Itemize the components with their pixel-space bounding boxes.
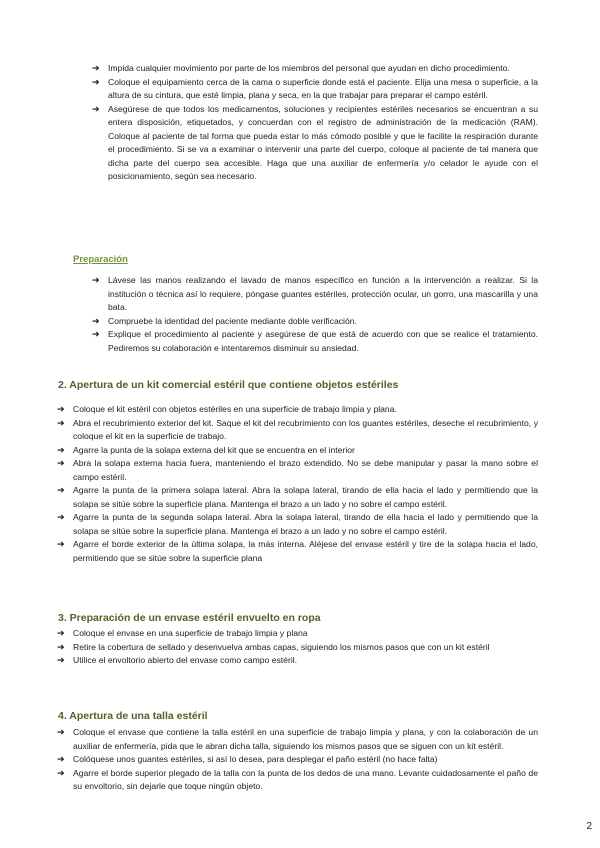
arrow-icon: ➔ [57,727,65,737]
list-item: ➔ Abra el recubrimiento exterior del kit. Saque el kit del recubrimiento con los guantes estériles, deseche el recubrimiento, y coloque el kit en la superficie de trabajo. [57,417,538,441]
list-item: ➔ Asegúrese de que todos los medicamentos, soluciones y recipientes estériles necesarios se encuentran a su entera disposición, etiquetados, y concuerdan con el registro de administración de la medicación (RAM). Coloque al paciente de tal forma que pueda estar lo más cómodo posible y que le facilite la respiración durante el procedimiento. Si se va a examinar o intervenir una parte del cuerpo, coloque al paciente de tal manera que dicha parte del cuerpo sea accesible. Haga que una auxiliar de enfermería y/o celador le ayude con el posicionamiento, según sea necesario. [92,103,538,181]
section-4-list [57,726,538,794]
arrow-icon: ➔ [57,404,65,414]
list-item: ➔ Coloque el envase que contiene la talla estéril en una superficie de trabajo limpia y plana, y con la colaboración de un auxiliar de enfermería, pida que le abran dicha talla, siguiendo los mismos pasos que se siguen con un kit estéril. [57,727,538,751]
arrow-icon: ➔ [57,754,65,764]
arrow-icon: ➔ [57,458,65,468]
arrow-icon: ➔ [57,767,65,778]
intro-list [92,62,538,184]
list-item: ➔ Coloque el equipamiento cerca de la cama o superficie donde está el paciente. Elija una mesa o superficie, a la altura de su cintura, que esté limpia, plana y seca, en la que trabajar para preparar el campo estéril. [92,76,538,100]
section-2-heading: 2. Apertura de un kit comercial estéril que contiene objetos estériles [58,379,399,391]
list-item: ➔ Explique el procedimiento al paciente y asegúrese de que está de acuerdo con que se realice el tratamiento. Pediremos su colaboración e intentaremos disminuir su ansiedad. [92,329,538,353]
list-item: ➔ Lávese las manos realizando el lavado de manos específico en función a la intervención a realizar. Si la institución o técnica así lo requiere, póngase guantes estériles, protección ocular, un gorro, una mascarilla y una bata. [92,275,538,312]
list-item: ➔ Agarre la punta de la primera solapa lateral. Abra la solapa lateral, tirando de ella hacia el lado y permitiendo que la solapa se sitúe sobre la superficie plana. Mantenga el brazo a un lado y no sobre el campo estéril. [57,485,538,509]
arrow-icon: ➔ [57,444,65,455]
list-item: ➔ Retire la cobertura de sellado y desenvuelva ambas capas, siguiendo los mismos pasos que con un kit estéril [73,641,538,655]
preparacion-heading: Preparación [73,254,128,265]
arrow-icon: ➔ [57,628,65,638]
list-item: ➔ Coloque el kit estéril con objetos estériles en una superficie de trabajo limpia y plana. [73,403,538,417]
section-3-list [57,627,538,668]
list-item: ➔ Agarre el borde superior plegado de la talla con la punta de los dedos de una mano. Levante cuidadosamente el paño de su envoltorio, sin dejarle que toque ningún objeto. [57,767,538,791]
list-item: ➔ Compruebe la identidad del paciente mediante doble verificación. [108,315,538,329]
arrow-icon: ➔ [92,76,100,87]
arrow-icon: ➔ [92,103,100,114]
arrow-icon: ➔ [92,63,100,73]
arrow-icon: ➔ [57,485,65,495]
list-item: ➔ Impida cualquier movimiento por parte de los miembros del personal que ayudan en dicho procedimiento. [108,62,538,76]
arrow-icon: ➔ [57,512,65,522]
section-2-list [57,403,538,565]
list-item: ➔ Agarre el borde exterior de la última solapa, la más interna. Aléjese del envase estéril y tire de la solapa hacia el lado, permitiendo que se sitúe sobre la superficie plana [57,539,538,563]
arrow-icon: ➔ [92,315,100,326]
arrow-icon: ➔ [92,329,100,339]
list-item: ➔ Utilice el envoltorio abierto del envase como campo estéril. [73,654,538,668]
list-item: ➔ Abra la solapa externa hacia fuera, manteniendo el brazo extendido. No se debe manipular y pasar la mano sobre el campo estéril. [57,458,538,482]
section-4-heading: 4. Apertura de una talla estéril [58,710,208,722]
arrow-icon: ➔ [92,275,100,285]
page-number: 2 [586,821,592,832]
arrow-icon: ➔ [57,641,65,652]
list-item: ➔ Coloque el envase en una superficie de trabajo limpia y plana [73,627,538,641]
arrow-icon: ➔ [57,539,65,549]
list-item: ➔ Agarre la punta de la segunda solapa lateral. Abra la solapa lateral, tirando de ella hacia el lado y permitiendo que la solapa se sitúe sobre la superficie plana. Mantenga el brazo a un lado y no sobre el campo estéril. [57,512,538,536]
arrow-icon: ➔ [57,655,65,665]
preparacion-list [92,274,538,355]
list-item: ➔ Agarre la punta de la solapa externa del kit que se encuentra en el interior [73,444,538,458]
section-3-heading: 3. Preparación de un envase estéril envuelto en ropa [58,612,321,624]
list-item: ➔ Colóquese unos guantes estériles, si así lo desea, para desplegar el paño estéril (no hace falta) [73,753,538,767]
arrow-icon: ➔ [57,417,65,428]
